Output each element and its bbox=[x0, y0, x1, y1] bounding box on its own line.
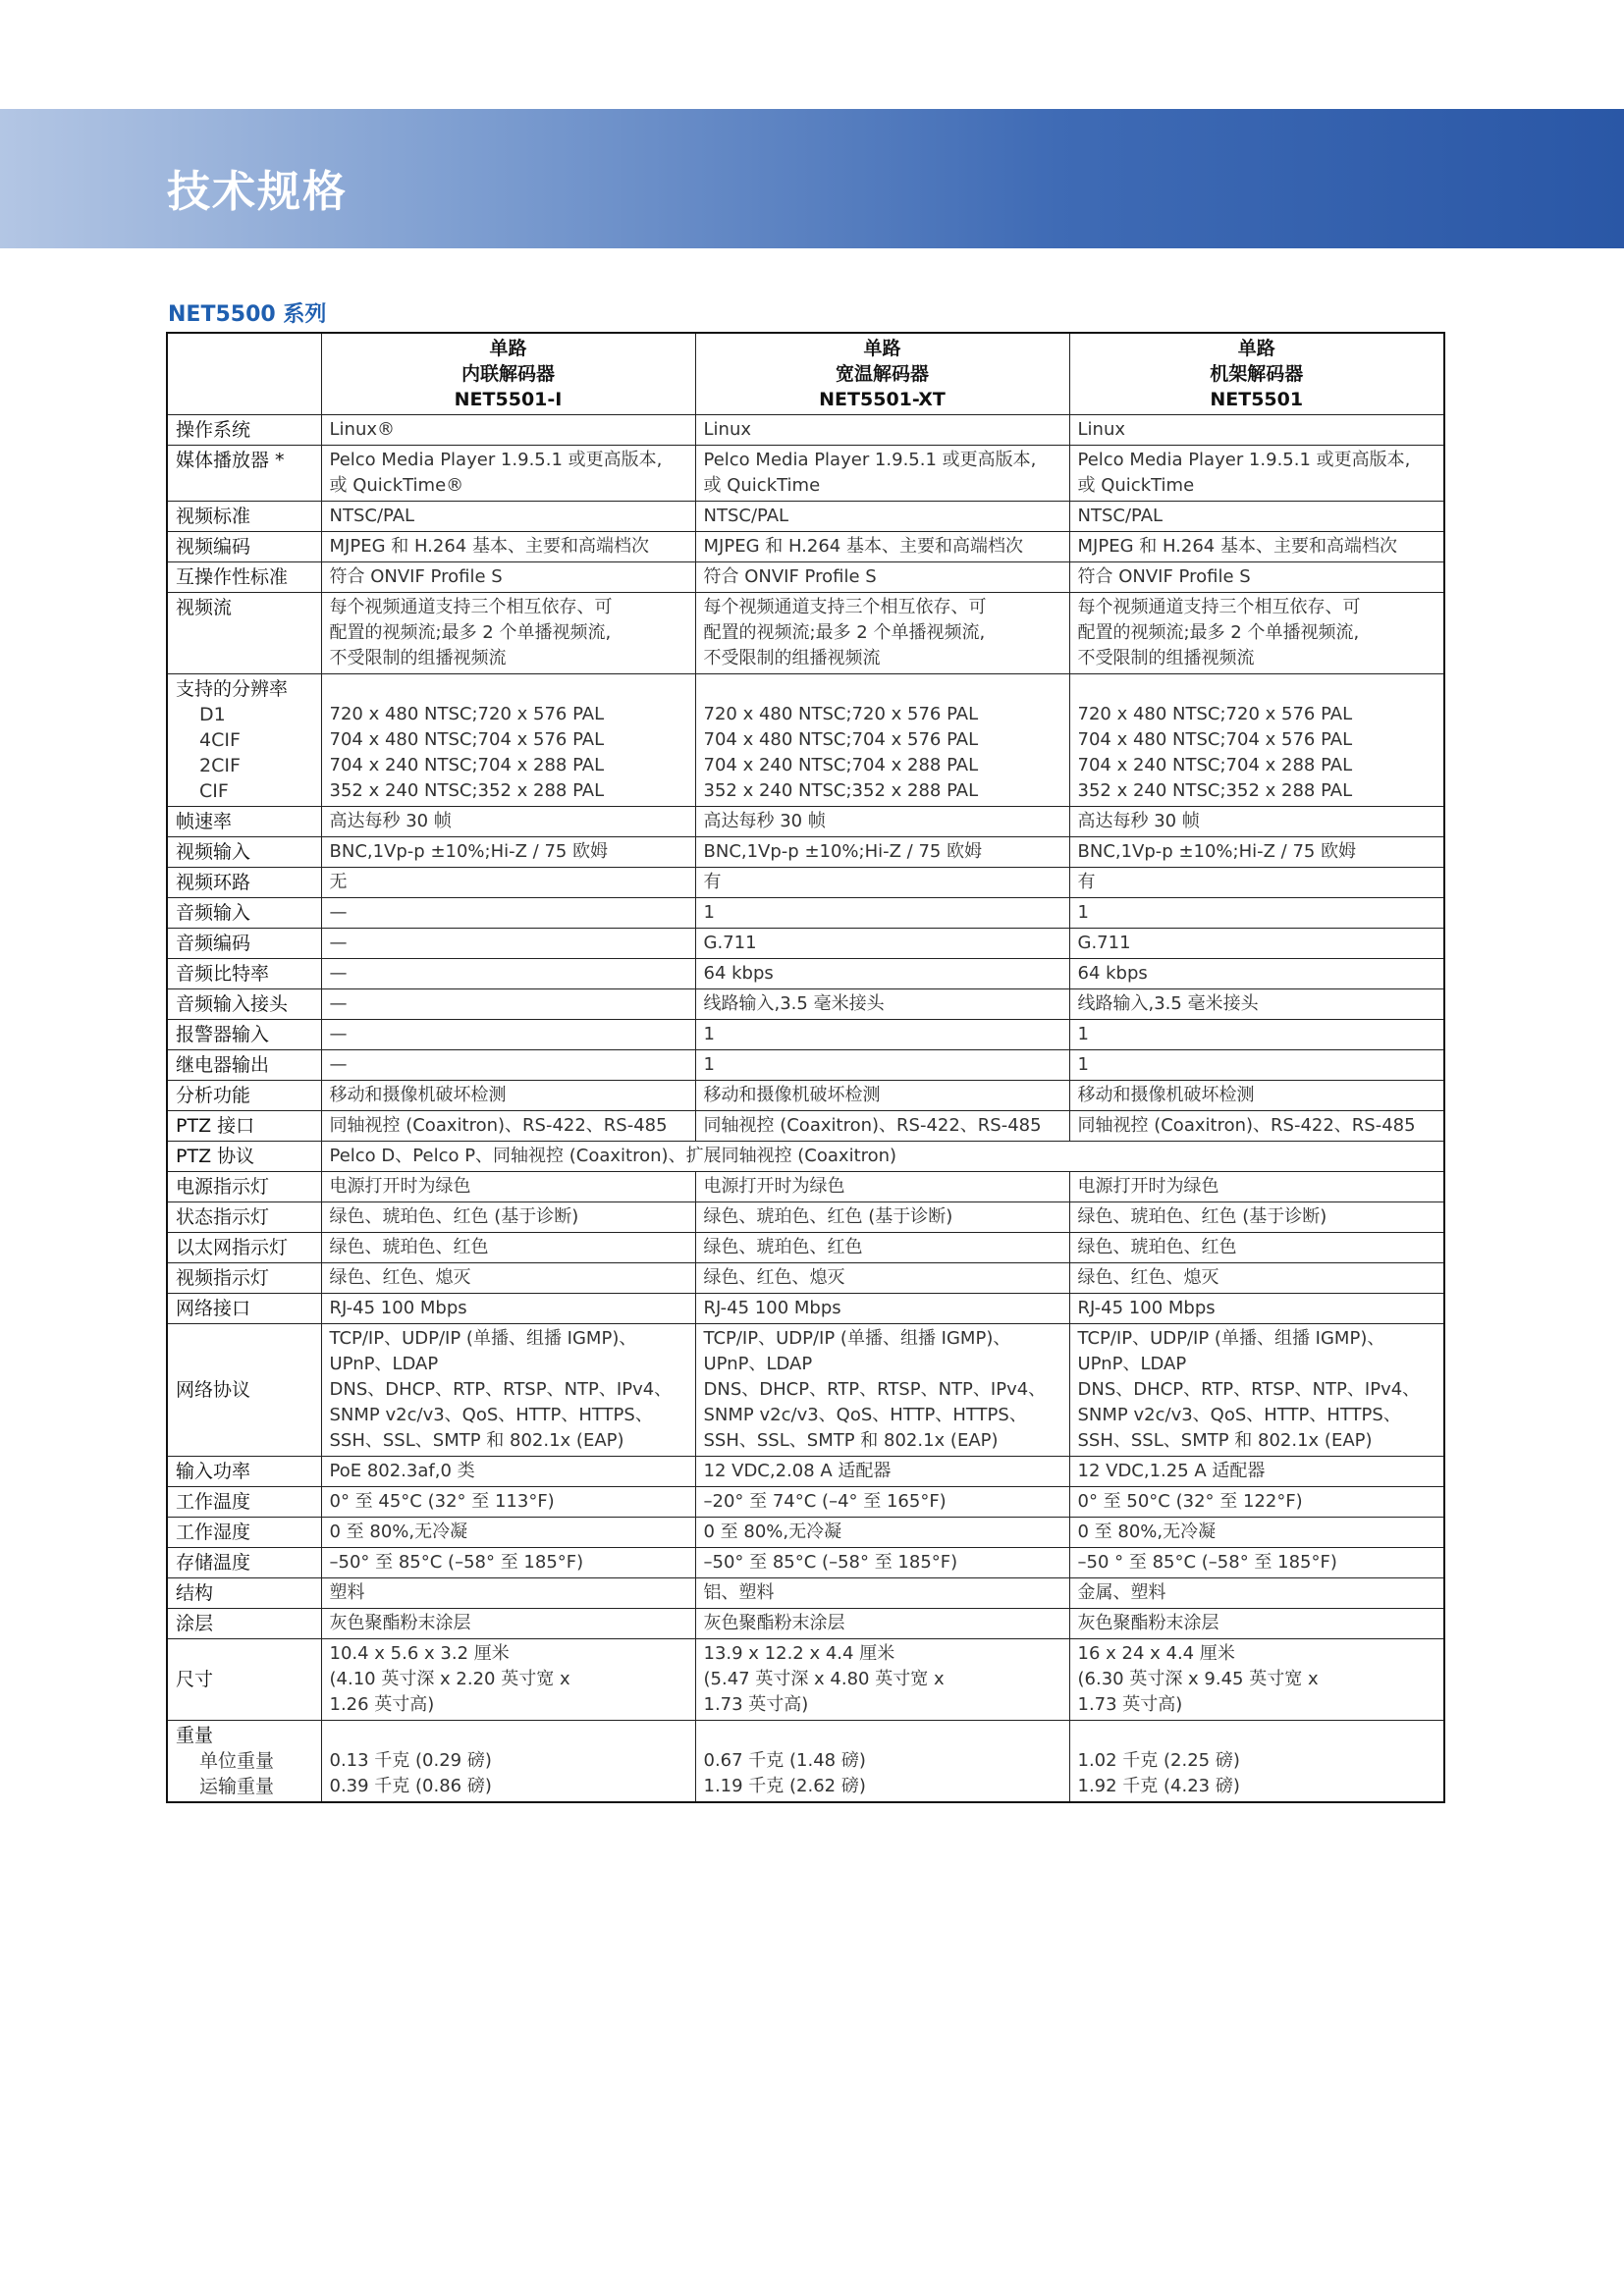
cell-line: 704 x 240 NTSC;704 x 288 PAL bbox=[1077, 755, 1353, 775]
cell-line: 704 x 240 NTSC;704 x 288 PAL bbox=[329, 755, 605, 775]
series-title: NET5500 系列 bbox=[168, 302, 327, 327]
row-label: 涂层 bbox=[167, 1609, 321, 1639]
table-row bbox=[167, 1294, 1444, 1324]
cell-line: 0.13 千克 (0.29 磅) bbox=[329, 1750, 492, 1771]
cell-line: Pelco Media Player 1.9.5.1 或更高版本, bbox=[703, 450, 1037, 470]
cell-value-model-2 bbox=[695, 593, 1069, 674]
row-label: 输入功率 bbox=[167, 1457, 321, 1487]
cell-value-model-2: –20° 至 74°C (–4° 至 165°F) bbox=[695, 1487, 1069, 1518]
cell-value-model-1: — bbox=[321, 959, 695, 989]
table-row bbox=[167, 837, 1444, 868]
cell-value-model-3: 同轴视控 (Coaxitron)、RS-422、RS-485 bbox=[1069, 1111, 1444, 1142]
cell-value-model-1: PoE 802.3af,0 类 bbox=[321, 1457, 695, 1487]
cell-value-model-2: RJ-45 100 Mbps bbox=[695, 1294, 1069, 1324]
row-label: 媒体播放器 * bbox=[167, 446, 321, 502]
cell-value-model-2: –50° 至 85°C (–58° 至 185°F) bbox=[695, 1548, 1069, 1578]
cell-value-model-2: Linux bbox=[695, 415, 1069, 446]
cell-value-model-2: 64 kbps bbox=[695, 959, 1069, 989]
cell-value-model-2: MJPEG 和 H.264 基本、主要和高端档次 bbox=[695, 532, 1069, 562]
table-row bbox=[167, 415, 1444, 446]
row-label: 音频编码 bbox=[167, 929, 321, 959]
row-label: 状态指示灯 bbox=[167, 1202, 321, 1233]
cell-value-model-1: BNC,1Vp-p ±10%;Hi-Z / 75 欧姆 bbox=[321, 837, 695, 868]
cell-value-model-1 bbox=[321, 1721, 695, 1803]
table-row bbox=[167, 1020, 1444, 1050]
cell-line: 352 x 240 NTSC;352 x 288 PAL bbox=[703, 780, 979, 801]
row-label: 网络接口 bbox=[167, 1294, 321, 1324]
cell-value-model-3: RJ-45 100 Mbps bbox=[1069, 1294, 1444, 1324]
cell-value-model-3: 64 kbps bbox=[1069, 959, 1444, 989]
cell-value-model-2: 符合 ONVIF Profile S bbox=[695, 562, 1069, 593]
cell-line: 720 x 480 NTSC;720 x 576 PAL bbox=[1077, 704, 1353, 724]
cell-line: 1.73 英寸高) bbox=[703, 1694, 809, 1715]
cell-line: 配置的视频流;最多 2 个单播视频流, bbox=[703, 622, 986, 643]
table-row bbox=[167, 532, 1444, 562]
cell-value-model-2: 有 bbox=[695, 868, 1069, 898]
cell-line: (5.47 英寸深 x 4.80 英寸宽 x bbox=[703, 1669, 945, 1689]
row-sublabel: 单位重量 bbox=[199, 1750, 275, 1772]
cell-line: SNMP v2c/v3、QoS、HTTP、HTTPS、 bbox=[329, 1405, 653, 1425]
cell-line: UPnP、LDAP bbox=[703, 1354, 813, 1374]
cell-value-model-3 bbox=[1069, 1639, 1444, 1721]
cell-value-model-1: 同轴视控 (Coaxitron)、RS-422、RS-485 bbox=[321, 1111, 695, 1142]
cell-value-model-1: 绿色、琥珀色、红色 (基于诊断) bbox=[321, 1202, 695, 1233]
table-row bbox=[167, 1050, 1444, 1081]
row-label: 视频指示灯 bbox=[167, 1263, 321, 1294]
cell-line: 1.26 英寸高) bbox=[329, 1694, 435, 1715]
cell-line: (6.30 英寸深 x 9.45 英寸宽 x bbox=[1077, 1669, 1319, 1689]
cell-value-model-3: 绿色、琥珀色、红色 (基于诊断) bbox=[1069, 1202, 1444, 1233]
cell-value-model-1 bbox=[321, 1639, 695, 1721]
cell-value-model-2: 电源打开时为绿色 bbox=[695, 1172, 1069, 1202]
cell-line: 不受限制的组播视频流 bbox=[703, 648, 881, 668]
row-label: 工作湿度 bbox=[167, 1518, 321, 1548]
cell-value-model-3: 符合 ONVIF Profile S bbox=[1069, 562, 1444, 593]
cell-line: 1.73 英寸高) bbox=[1077, 1694, 1183, 1715]
cell-line: SSH、SSL、SMTP 和 802.1x (EAP) bbox=[329, 1430, 624, 1451]
cell-value-model-1: 符合 ONVIF Profile S bbox=[321, 562, 695, 593]
table-row bbox=[167, 1578, 1444, 1609]
cell-value-model-3: 1 bbox=[1069, 898, 1444, 929]
cell-value-model-1: 电源打开时为绿色 bbox=[321, 1172, 695, 1202]
cell-value-model-3 bbox=[1069, 1324, 1444, 1457]
cell-value-model-2: 1 bbox=[695, 1050, 1069, 1081]
cell-line: 每个视频通道支持三个相互依存、可 bbox=[703, 597, 987, 617]
row-label: 分析功能 bbox=[167, 1081, 321, 1111]
cell-line: 每个视频通道支持三个相互依存、可 bbox=[329, 597, 613, 617]
page-title: 技术规格 bbox=[167, 167, 348, 217]
cell-value-model-1 bbox=[321, 446, 695, 502]
cell-value-model-2 bbox=[695, 1324, 1069, 1457]
row-label: 视频环路 bbox=[167, 868, 321, 898]
table-row bbox=[167, 959, 1444, 989]
cell-value-model-1 bbox=[321, 593, 695, 674]
cell-value-model-2 bbox=[695, 1721, 1069, 1803]
cell-value-model-3 bbox=[1069, 446, 1444, 502]
cell-value-model-1: 绿色、红色、熄灭 bbox=[321, 1263, 695, 1294]
cell-value-model-1: — bbox=[321, 1050, 695, 1081]
column-header-rack: 单路 机架解码器 NET5501 bbox=[1069, 333, 1444, 415]
cell-value-model-3: MJPEG 和 H.264 基本、主要和高端档次 bbox=[1069, 532, 1444, 562]
table-row bbox=[167, 929, 1444, 959]
cell-line: 1.02 千克 (2.25 磅) bbox=[1077, 1750, 1240, 1771]
column-header-inline: 单路 内联解码器 NET5501-I bbox=[321, 333, 695, 415]
row-label: 音频输入 bbox=[167, 898, 321, 929]
cell-line: 1.19 千克 (2.62 磅) bbox=[703, 1776, 866, 1796]
cell-value-model-1: — bbox=[321, 929, 695, 959]
row-sublabel: 4CIF bbox=[199, 729, 241, 751]
row-label: PTZ 接口 bbox=[167, 1111, 321, 1142]
cell-line: 10.4 x 5.6 x 3.2 厘米 bbox=[329, 1643, 510, 1664]
table-row bbox=[167, 1457, 1444, 1487]
row-label: 操作系统 bbox=[167, 415, 321, 446]
cell-value-model-1: MJPEG 和 H.264 基本、主要和高端档次 bbox=[321, 532, 695, 562]
row-label bbox=[167, 1721, 321, 1803]
row-sublabel: D1 bbox=[199, 704, 226, 725]
cell-value-model-2: BNC,1Vp-p ±10%;Hi-Z / 75 欧姆 bbox=[695, 837, 1069, 868]
table-row bbox=[167, 868, 1444, 898]
table-row bbox=[167, 1233, 1444, 1263]
table-row bbox=[167, 1142, 1444, 1172]
cell-line: 或 QuickTime bbox=[703, 475, 821, 496]
cell-line: 720 x 480 NTSC;720 x 576 PAL bbox=[703, 704, 979, 724]
cell-value-model-3: Linux bbox=[1069, 415, 1444, 446]
table-row bbox=[167, 1081, 1444, 1111]
row-label-text: 支持的分辨率 bbox=[176, 678, 289, 700]
header-empty-cell bbox=[167, 333, 321, 415]
row-sublabel: 2CIF bbox=[199, 755, 241, 776]
table-row bbox=[167, 1721, 1444, 1803]
cell-value-model-3: 电源打开时为绿色 bbox=[1069, 1172, 1444, 1202]
cell-line: 配置的视频流;最多 2 个单播视频流, bbox=[1077, 622, 1360, 643]
row-label: 互操作性标准 bbox=[167, 562, 321, 593]
table-row bbox=[167, 1202, 1444, 1233]
table-row bbox=[167, 446, 1444, 502]
cell-value-model-2: 12 VDC,2.08 A 适配器 bbox=[695, 1457, 1069, 1487]
cell-line: TCP/IP、UDP/IP (单播、组播 IGMP)、 bbox=[329, 1328, 637, 1349]
cell-value-model-2: 绿色、琥珀色、红色 bbox=[695, 1233, 1069, 1263]
row-label: 音频比特率 bbox=[167, 959, 321, 989]
row-label: 音频输入接头 bbox=[167, 989, 321, 1020]
cell-line: UPnP、LDAP bbox=[329, 1354, 439, 1374]
cell-value-model-2: 同轴视控 (Coaxitron)、RS-422、RS-485 bbox=[695, 1111, 1069, 1142]
cell-value-model-1: — bbox=[321, 1020, 695, 1050]
cell-value-model-2: 铝、塑料 bbox=[695, 1578, 1069, 1609]
cell-line: 或 QuickTime® bbox=[329, 475, 464, 496]
cell-line: 16 x 24 x 4.4 厘米 bbox=[1077, 1643, 1235, 1664]
cell-line: 每个视频通道支持三个相互依存、可 bbox=[1077, 597, 1361, 617]
cell-value-model-3 bbox=[1069, 593, 1444, 674]
row-label: 存储温度 bbox=[167, 1548, 321, 1578]
row-label: 以太网指示灯 bbox=[167, 1233, 321, 1263]
cell-value-model-1: 0 至 80%,无冷凝 bbox=[321, 1518, 695, 1548]
cell-value-model-1: — bbox=[321, 898, 695, 929]
row-label: 电源指示灯 bbox=[167, 1172, 321, 1202]
row-label: 视频输入 bbox=[167, 837, 321, 868]
table-row bbox=[167, 1324, 1444, 1457]
cell-line: SNMP v2c/v3、QoS、HTTP、HTTPS、 bbox=[703, 1405, 1027, 1425]
cell-value-model-1: 塑料 bbox=[321, 1578, 695, 1609]
cell-value-model-1: 高达每秒 30 帧 bbox=[321, 807, 695, 837]
spec-table bbox=[166, 332, 1445, 1803]
cell-line: 不受限制的组播视频流 bbox=[329, 648, 507, 668]
table-row bbox=[167, 898, 1444, 929]
row-label: 帧速率 bbox=[167, 807, 321, 837]
row-label: PTZ 协议 bbox=[167, 1142, 321, 1172]
cell-value-model-3: BNC,1Vp-p ±10%;Hi-Z / 75 欧姆 bbox=[1069, 837, 1444, 868]
header-banner bbox=[0, 109, 1624, 248]
cell-line: TCP/IP、UDP/IP (单播、组播 IGMP)、 bbox=[1077, 1328, 1385, 1349]
cell-line: 720 x 480 NTSC;720 x 576 PAL bbox=[329, 704, 605, 724]
cell-value-model-2: G.711 bbox=[695, 929, 1069, 959]
row-label: 视频标准 bbox=[167, 502, 321, 532]
cell-value-model-2: 灰色聚酯粉末涂层 bbox=[695, 1609, 1069, 1639]
cell-line: 704 x 480 NTSC;704 x 576 PAL bbox=[703, 729, 979, 750]
cell-value-model-3: 绿色、琥珀色、红色 bbox=[1069, 1233, 1444, 1263]
table-row bbox=[167, 1487, 1444, 1518]
cell-line: 704 x 480 NTSC;704 x 576 PAL bbox=[329, 729, 605, 750]
table-row bbox=[167, 1263, 1444, 1294]
cell-value-model-2: 绿色、红色、熄灭 bbox=[695, 1263, 1069, 1294]
table-row bbox=[167, 562, 1444, 593]
cell-line: 704 x 480 NTSC;704 x 576 PAL bbox=[1077, 729, 1353, 750]
row-sublabel: CIF bbox=[199, 780, 229, 802]
cell-line: UPnP、LDAP bbox=[1077, 1354, 1187, 1374]
cell-value-model-3: 灰色聚酯粉末涂层 bbox=[1069, 1609, 1444, 1639]
cell-value-model-1 bbox=[321, 674, 695, 807]
cell-line: 配置的视频流;最多 2 个单播视频流, bbox=[329, 622, 612, 643]
cell-value-model-2: 线路输入,3.5 毫米接头 bbox=[695, 989, 1069, 1020]
cell-value-model-3: 移动和摄像机破坏检测 bbox=[1069, 1081, 1444, 1111]
cell-value-model-2: 1 bbox=[695, 1020, 1069, 1050]
cell-value-model-1: 移动和摄像机破坏检测 bbox=[321, 1081, 695, 1111]
cell-line: 0.39 千克 (0.86 磅) bbox=[329, 1776, 492, 1796]
row-label: 报警器输入 bbox=[167, 1020, 321, 1050]
table-row bbox=[167, 1548, 1444, 1578]
cell-value-model-2 bbox=[695, 1639, 1069, 1721]
cell-value-model-1: NTSC/PAL bbox=[321, 502, 695, 532]
cell-value-model-3: NTSC/PAL bbox=[1069, 502, 1444, 532]
cell-value-model-1: Linux® bbox=[321, 415, 695, 446]
row-label: 工作温度 bbox=[167, 1487, 321, 1518]
table-row bbox=[167, 1639, 1444, 1721]
cell-value-model-2: 1 bbox=[695, 898, 1069, 929]
column-header-widetemp: 单路 宽温解码器 NET5501-XT bbox=[695, 333, 1069, 415]
cell-line: 704 x 240 NTSC;704 x 288 PAL bbox=[703, 755, 979, 775]
table-header-row bbox=[167, 333, 1444, 415]
cell-line: 或 QuickTime bbox=[1077, 475, 1195, 496]
cell-line: 352 x 240 NTSC;352 x 288 PAL bbox=[329, 780, 605, 801]
cell-value-model-1: 0° 至 45°C (32° 至 113°F) bbox=[321, 1487, 695, 1518]
cell-line: Pelco Media Player 1.9.5.1 或更高版本, bbox=[329, 450, 663, 470]
cell-value-model-2: 移动和摄像机破坏检测 bbox=[695, 1081, 1069, 1111]
cell-value-model-3: 高达每秒 30 帧 bbox=[1069, 807, 1444, 837]
cell-value-model-3 bbox=[1069, 674, 1444, 807]
cell-line: SSH、SSL、SMTP 和 802.1x (EAP) bbox=[703, 1430, 999, 1451]
cell-value-model-1 bbox=[321, 1324, 695, 1457]
cell-value-model-1: RJ-45 100 Mbps bbox=[321, 1294, 695, 1324]
cell-value-model-3: 绿色、红色、熄灭 bbox=[1069, 1263, 1444, 1294]
cell-line: 0.67 千克 (1.48 磅) bbox=[703, 1750, 866, 1771]
table-row bbox=[167, 807, 1444, 837]
cell-value-model-1: –50° 至 85°C (–58° 至 185°F) bbox=[321, 1548, 695, 1578]
cell-line: Pelco Media Player 1.9.5.1 或更高版本, bbox=[1077, 450, 1411, 470]
cell-value-model-3: 1 bbox=[1069, 1020, 1444, 1050]
cell-value-model-2: NTSC/PAL bbox=[695, 502, 1069, 532]
cell-value-model-2 bbox=[695, 446, 1069, 502]
cell-line: TCP/IP、UDP/IP (单播、组播 IGMP)、 bbox=[703, 1328, 1011, 1349]
cell-line: SNMP v2c/v3、QoS、HTTP、HTTPS、 bbox=[1077, 1405, 1401, 1425]
table-row bbox=[167, 1518, 1444, 1548]
cell-value-all-models: Pelco D、Pelco P、同轴视控 (Coaxitron)、扩展同轴视控 (Coaxitron) bbox=[321, 1142, 1444, 1172]
cell-line: DNS、DHCP、RTP、RTSP、NTP、IPv4、 bbox=[1077, 1379, 1421, 1400]
cell-value-model-3: 0° 至 50°C (32° 至 122°F) bbox=[1069, 1487, 1444, 1518]
row-sublabel: 运输重量 bbox=[199, 1776, 275, 1797]
row-label: 网络协议 bbox=[167, 1324, 321, 1457]
cell-line: (4.10 英寸深 x 2.20 英寸宽 x bbox=[329, 1669, 570, 1689]
cell-value-model-2: 0 至 80%,无冷凝 bbox=[695, 1518, 1069, 1548]
table-row bbox=[167, 1609, 1444, 1639]
cell-value-model-3: 1 bbox=[1069, 1050, 1444, 1081]
cell-value-model-3 bbox=[1069, 1721, 1444, 1803]
cell-line: DNS、DHCP、RTP、RTSP、NTP、IPv4、 bbox=[703, 1379, 1047, 1400]
cell-value-model-1: — bbox=[321, 989, 695, 1020]
row-label: 继电器输出 bbox=[167, 1050, 321, 1081]
cell-value-model-2: 绿色、琥珀色、红色 (基于诊断) bbox=[695, 1202, 1069, 1233]
table-row bbox=[167, 989, 1444, 1020]
cell-value-model-1: 无 bbox=[321, 868, 695, 898]
cell-value-model-3: 0 至 80%,无冷凝 bbox=[1069, 1518, 1444, 1548]
row-label: 视频编码 bbox=[167, 532, 321, 562]
row-label: 视频流 bbox=[167, 593, 321, 674]
cell-value-model-3: 金属、塑料 bbox=[1069, 1578, 1444, 1609]
row-label-text: 重量 bbox=[176, 1725, 214, 1746]
cell-value-model-3: –50 ° 至 85°C (–58° 至 185°F) bbox=[1069, 1548, 1444, 1578]
table-row bbox=[167, 1172, 1444, 1202]
cell-value-model-1: 绿色、琥珀色、红色 bbox=[321, 1233, 695, 1263]
cell-line: 13.9 x 12.2 x 4.4 厘米 bbox=[703, 1643, 895, 1664]
row-label: 尺寸 bbox=[167, 1639, 321, 1721]
table-row bbox=[167, 593, 1444, 674]
cell-value-model-2 bbox=[695, 674, 1069, 807]
cell-line: 不受限制的组播视频流 bbox=[1077, 648, 1255, 668]
cell-line: 1.92 千克 (4.23 磅) bbox=[1077, 1776, 1240, 1796]
cell-line: DNS、DHCP、RTP、RTSP、NTP、IPv4、 bbox=[329, 1379, 673, 1400]
cell-value-model-2: 高达每秒 30 帧 bbox=[695, 807, 1069, 837]
table-row bbox=[167, 674, 1444, 807]
cell-value-model-3: 有 bbox=[1069, 868, 1444, 898]
cell-value-model-3: 线路输入,3.5 毫米接头 bbox=[1069, 989, 1444, 1020]
table-row bbox=[167, 502, 1444, 532]
cell-value-model-3: 12 VDC,1.25 A 适配器 bbox=[1069, 1457, 1444, 1487]
cell-value-model-1: 灰色聚酯粉末涂层 bbox=[321, 1609, 695, 1639]
row-label bbox=[167, 674, 321, 807]
cell-value-model-3: G.711 bbox=[1069, 929, 1444, 959]
row-label: 结构 bbox=[167, 1578, 321, 1609]
table-row bbox=[167, 1111, 1444, 1142]
cell-line: 352 x 240 NTSC;352 x 288 PAL bbox=[1077, 780, 1353, 801]
cell-line: SSH、SSL、SMTP 和 802.1x (EAP) bbox=[1077, 1430, 1373, 1451]
